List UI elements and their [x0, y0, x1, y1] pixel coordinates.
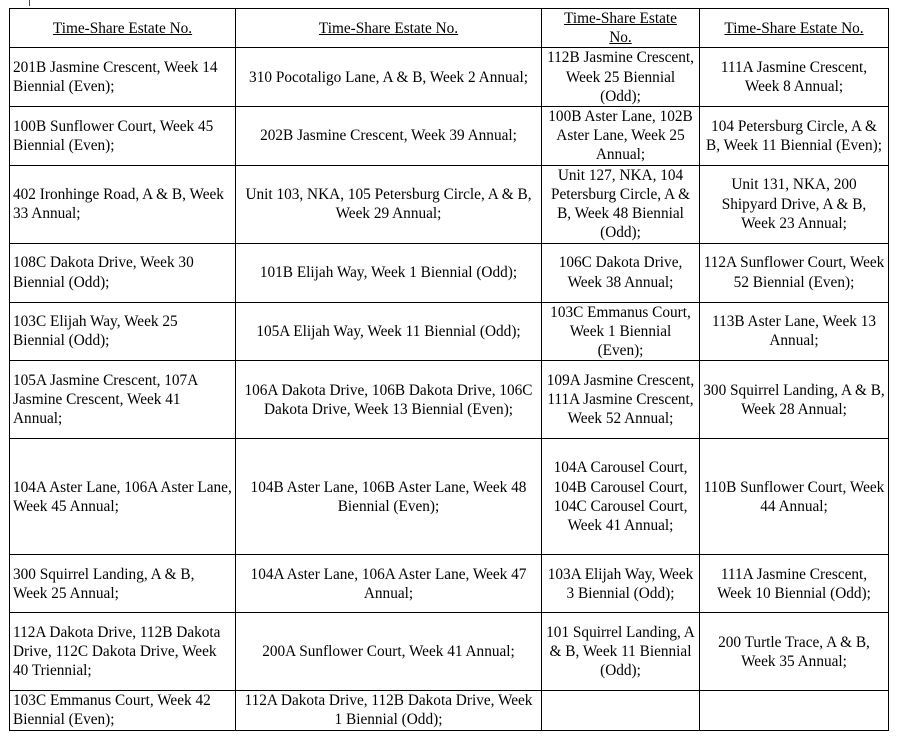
table-cell: Unit 131, NKA, 200 Shipyard Drive, A & B, Week 23 Annual; — [700, 165, 889, 243]
table-cell: 104A Carousel Court, 104B Carousel Court, 104C Carousel Court, Week 41 Annual; — [542, 439, 700, 555]
table-cell: 101B Elijah Way, Week 1 Biennial (Odd); — [236, 243, 542, 302]
table-cell: 105A Jasmine Crescent, 107A Jasmine Crescent, Week 41 Annual; — [10, 361, 236, 439]
page-edge-mark — [29, 0, 30, 6]
table-cell: 112B Jasmine Crescent, Week 25 Biennial (Odd); — [542, 48, 700, 107]
column-header: Time-Share Estate No. — [700, 9, 889, 48]
table-cell: 101 Squirrel Landing, A & B, Week 11 Biennial (Odd); — [542, 613, 700, 691]
table-cell: Unit 103, NKA, 105 Petersburg Circle, A & B, Week 29 Annual; — [236, 165, 542, 243]
table-cell: 105A Elijah Way, Week 11 Biennial (Odd); — [236, 302, 542, 361]
column-header: Time-Share Estate No. — [10, 9, 236, 48]
table-cell: 104A Aster Lane, 106A Aster Lane, Week 47 Annual; — [236, 555, 542, 613]
table-row — [10, 439, 889, 555]
table-row — [10, 613, 889, 691]
table-cell — [542, 691, 700, 730]
table-row — [10, 243, 889, 302]
table-cell: Unit 127, NKA, 104 Petersburg Circle, A & B, Week 48 Biennial (Odd); — [542, 165, 700, 243]
table-cell: 108C Dakota Drive, Week 30 Biennial (Odd); — [10, 243, 236, 302]
table-row — [10, 302, 889, 361]
table-row — [10, 555, 889, 613]
table-cell: 300 Squirrel Landing, A & B, Week 25 Annual; — [10, 555, 236, 613]
time-share-estates-table — [9, 8, 889, 731]
column-header: Time-Share Estate No. — [542, 9, 700, 48]
table-row — [10, 361, 889, 439]
table-cell: 112A Dakota Drive, 112B Dakota Drive, 112C Dakota Drive, Week 40 Triennial; — [10, 613, 236, 691]
header-row — [10, 9, 889, 48]
table-cell: 104A Aster Lane, 106A Aster Lane, Week 45 Annual; — [10, 439, 236, 555]
table-cell: 200 Turtle Trace, A & B, Week 35 Annual; — [700, 613, 889, 691]
table-cell: 104B Aster Lane, 106B Aster Lane, Week 48 Biennial (Even); — [236, 439, 542, 555]
table-cell: 113B Aster Lane, Week 13 Annual; — [700, 302, 889, 361]
table-cell: 310 Pocotaligo Lane, A & B, Week 2 Annual; — [236, 48, 542, 107]
table-row — [10, 107, 889, 166]
table-row — [10, 165, 889, 243]
table-cell: 106A Dakota Drive, 106B Dakota Drive, 106C Dakota Drive, Week 13 Biennial (Even); — [236, 361, 542, 439]
table-cell: 100B Sunflower Court, Week 45 Biennial (Even); — [10, 107, 236, 166]
table-cell: 111A Jasmine Crescent, Week 10 Biennial (Odd); — [700, 555, 889, 613]
table-cell: 202B Jasmine Crescent, Week 39 Annual; — [236, 107, 542, 166]
table-cell: 110B Sunflower Court, Week 44 Annual; — [700, 439, 889, 555]
column-header: Time-Share Estate No. — [236, 9, 542, 48]
table-cell: 103C Emmanus Court, Week 1 Biennial (Even); — [542, 302, 700, 361]
table-cell: 402 Ironhinge Road, A & B, Week 33 Annual; — [10, 165, 236, 243]
table-cell: 103A Elijah Way, Week 3 Biennial (Odd); — [542, 555, 700, 613]
table-cell: 103C Emmanus Court, Week 42 Biennial (Even); — [10, 691, 236, 730]
table-row — [10, 691, 889, 730]
table-cell: 200A Sunflower Court, Week 41 Annual; — [236, 613, 542, 691]
table-cell: 104 Petersburg Circle, A & B, Week 11 Biennial (Even); — [700, 107, 889, 166]
table-cell: 300 Squirrel Landing, A & B, Week 28 Annual; — [700, 361, 889, 439]
table-cell: 103C Elijah Way, Week 25 Biennial (Odd); — [10, 302, 236, 361]
table-cell: 100B Aster Lane, 102B Aster Lane, Week 25 Annual; — [542, 107, 700, 166]
table-cell — [700, 691, 889, 730]
table-cell: 109A Jasmine Crescent, 111A Jasmine Crescent, Week 52 Annual; — [542, 361, 700, 439]
table-cell: 112A Sunflower Court, Week 52 Biennial (Even); — [700, 243, 889, 302]
table-cell: 112A Dakota Drive, 112B Dakota Drive, Week 1 Biennial (Odd); — [236, 691, 542, 730]
table-cell: 106C Dakota Drive, Week 38 Annual; — [542, 243, 700, 302]
table-cell: 201B Jasmine Crescent, Week 14 Biennial (Even); — [10, 48, 236, 107]
table-cell: 111A Jasmine Crescent, Week 8 Annual; — [700, 48, 889, 107]
table-row — [10, 48, 889, 107]
